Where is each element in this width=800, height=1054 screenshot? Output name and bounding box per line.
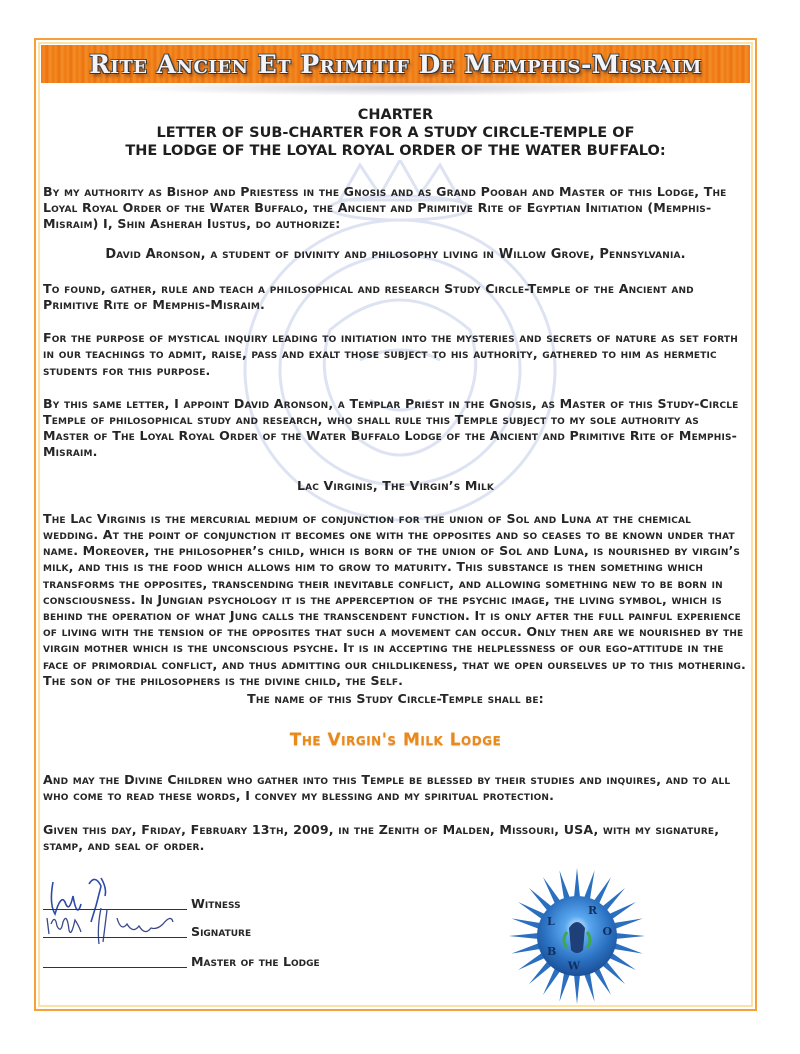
seal-letter: L (547, 915, 555, 928)
charter-body (43, 106, 748, 854)
master-label: Master of the Lodge (191, 954, 320, 969)
given-paragraph: Given this day, Friday, February 13th, 2009, in the Zenith of Malden, Missouri, USA, with my signature, stamp, and seal of order. (43, 821, 720, 853)
seal-letter: B (547, 945, 557, 958)
name-intro: The name of this Study Circle-Temple shall be: (247, 691, 544, 707)
purpose-inquiry-paragraph: For the purpose of mystical inquiry leading to initiation into the mysteries and secrets of nature as set forth in our teachings to admit, raise, pass and exalt those subject to his authority, gathered to him as hermetic students for this purpose. (43, 330, 738, 378)
seal-ray (509, 933, 541, 940)
master-line-row (43, 956, 320, 968)
lodge-name: The Virgin's Milk Lodge (289, 730, 502, 751)
master-signature (43, 904, 188, 946)
lodge-seal (507, 866, 647, 1006)
appointment-paragraph: By this same letter, I appoint David Aronson, a Templar Priest in the Gnosis, as Master of this Study-Circle Temple of philosophical study and research, who shall rule this Temple subject to my sole authority as Master of The Loyal Royal Order of the Water Buffalo Lodge of the Ancient and Primitive Rite of Memphis-Misraim. (43, 395, 739, 460)
seal-letter: W (567, 959, 581, 973)
master-signature-line (43, 966, 187, 968)
lac-virginis-paragraph: The Lac Virginis is the mercurial medium of conjunction for the union of Sol and Luna at the chemical wedding. At the point of conjunction it becomes one with the opposites and so ceases to be known under that name. Moreover, the philosopher’s child, which is born of the union of Sol and Luna, is nourished by virgin’s milk, and this is the food which allows him to grow to maturity. This substance is then something which transforms the opposites, transcending their inevitable conflict, and allowing something new to be born in consciousness. In Jungian psychology it is the apperception of the psychic image, the living symbol, which is behind the operation of what Jung calls the transcendent function. It is only after the full painful experience of living with the tension of the opposites that such a movement can occur. Only then are we nourished by the virgin mother which is the unconscious psyche. It is in accepting the helplessness of our ego-attitude in the face of primordial conflict, and thus admitting our childlikeness, that we open ourselves up to this mothering. The son of the philosophers is the divine child, the Self. (43, 510, 746, 688)
heading-line-charter: CHARTER (357, 107, 434, 123)
seal-letter: O (602, 924, 613, 938)
blessing-paragraph: And may the Divine Children who gather into this Temple be blessed by their studies and inquires, and to all who come to read these words, I convey my blessing and my spiritual protection. (43, 772, 731, 804)
grantee-paragraph: David Aronson, a student of divinity and philosophy living in Willow Grove, Pennsylvania. (105, 246, 686, 262)
signature-label: Signature (191, 924, 252, 939)
banner-title: Rite Ancien Et Primitif De Memphis-Misraim (89, 49, 702, 79)
header-banner (41, 45, 750, 83)
purpose-found-paragraph: To found, gather, rule and teach a philosophical and research Study Circle-Temple of the Ancient and Primitive Rite of Memphis-Misraim. (43, 280, 694, 313)
lac-virginis-subtitle: Lac Virginis, The Virgin’s Milk (296, 477, 495, 493)
seal-letter: R (588, 904, 598, 917)
authority-paragraph: By my authority as Bishop and Priestess in the Gnosis and as Grand Poobah and Master of this Lodge, The Loyal Royal Order of the Water Buffalo, the Ancient and Primitive Rite of Egyptian Initiation (Memphis-Misraim) I, Shin Asherah Iustus, do authorize: (43, 184, 727, 232)
charter-heading (43, 106, 748, 160)
buffalo-head-icon (569, 922, 585, 953)
signature-line (43, 936, 187, 938)
witness-label: Witness (191, 896, 241, 911)
seal-ray (574, 868, 581, 900)
seal-ray (574, 972, 581, 1004)
heading-line-subcharter: LETTER OF SUB-CHARTER FOR A STUDY CIRCLE-TEMPLE OF (156, 125, 635, 141)
seal-ray (613, 933, 645, 940)
heading-line-lodge: THE LODGE OF THE LOYAL ROYAL ORDER OF THE WATER BUFFALO: (125, 143, 666, 159)
signature-line-row (43, 926, 251, 938)
banner-shadow (120, 80, 680, 96)
